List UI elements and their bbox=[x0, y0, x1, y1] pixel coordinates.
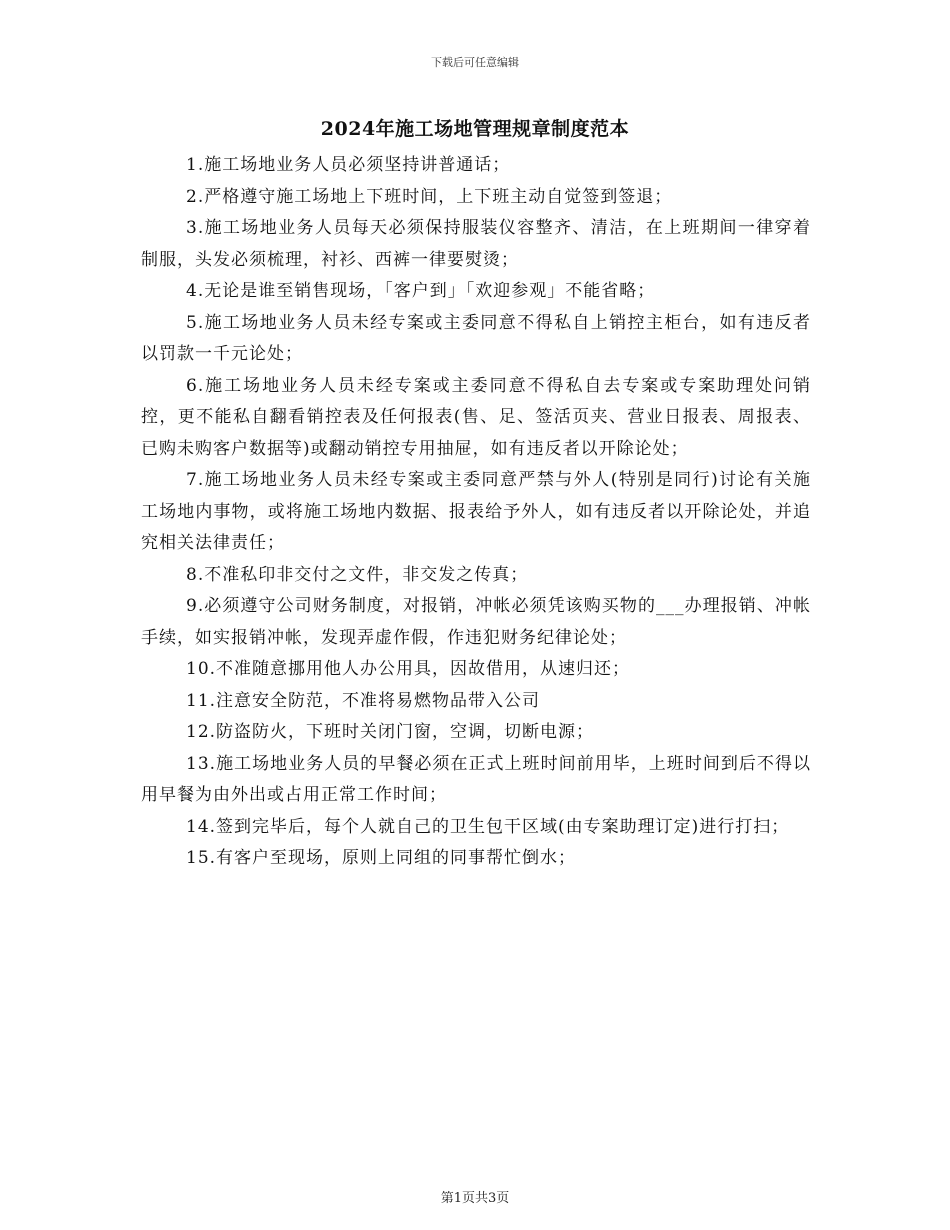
page-number: 第1页共3页 bbox=[440, 1191, 510, 1206]
document-body bbox=[141, 150, 811, 875]
rule-paragraph: 9.必须遵守公司财务制度，对报销，冲帐必须凭该购买物的___办理报销、冲帐手续，如实报销冲帐，发现弄虚作假，作违犯财务纪律论处； bbox=[141, 596, 811, 648]
rule-paragraph: 5.施工场地业务人员未经专案或主委同意不得私自上销控主柜台，如有违反者以罚款一千元论处； bbox=[141, 312, 811, 364]
document-title: 2024年施工场地管理规章制度范本 bbox=[320, 118, 630, 140]
rule-paragraph: 1.施工场地业务人员必须坚持讲普通话； bbox=[186, 155, 511, 175]
page-header-note: 下载后可任意编辑 bbox=[431, 56, 519, 69]
rule-paragraph: 15.有客户至现场，原则上同组的同事帮忙倒水； bbox=[186, 848, 577, 868]
rule-paragraph: 14.签到完毕后，每个人就自己的卫生包干区域(由专案助理订定)进行打扫； bbox=[186, 816, 790, 837]
rule-paragraph: 2.严格遵守施工场地上下班时间，上下班主动自觉签到签退； bbox=[186, 186, 673, 207]
rule-paragraph: 12.防盗防火，下班时关闭门窗，空调，切断电源； bbox=[186, 722, 595, 742]
rule-paragraph: 8.不准私印非交付之文件，非交发之传真； bbox=[186, 564, 529, 585]
rule-paragraph: 10.不准随意挪用他人办公用具，因故借用，从速归还； bbox=[186, 659, 631, 679]
rule-paragraph: 6.施工场地业务人员未经专案或主委同意不得私自去专案或专案助理处问销控，更不能私自翻看销控表及任何报表(售、足、签活页夹、营业日报表、周报表、已购未购客户数据等)或翻动销控专用抽屉，如有违反者以开除论处； bbox=[141, 375, 811, 459]
rule-paragraph: 11.注意安全防范，不准将易燃物品带入公司 bbox=[186, 690, 541, 711]
rule-paragraph: 4.无论是谁至销售现场，「客户到」「欢迎参观」不能省略； bbox=[186, 281, 656, 301]
rule-paragraph: 3.施工场地业务人员每天必须保持服装仪容整齐、清洁，在上班期间一律穿着制服，头发必须梳理，衬衫、西裤一律要熨烫； bbox=[141, 218, 811, 270]
rule-paragraph: 7.施工场地业务人员未经专案或主委同意严禁与外人(特别是同行)讨论有关施工场地内事物，或将施工场地内数据、报表给予外人，如有违反者以开除论处，并追究相关法律责任； bbox=[141, 470, 811, 553]
rule-paragraph: 13.施工场地业务人员的早餐必须在正式上班时间前用毕，上班时间到后不得以用早餐为由外出或占用正常工作时间； bbox=[141, 753, 811, 805]
